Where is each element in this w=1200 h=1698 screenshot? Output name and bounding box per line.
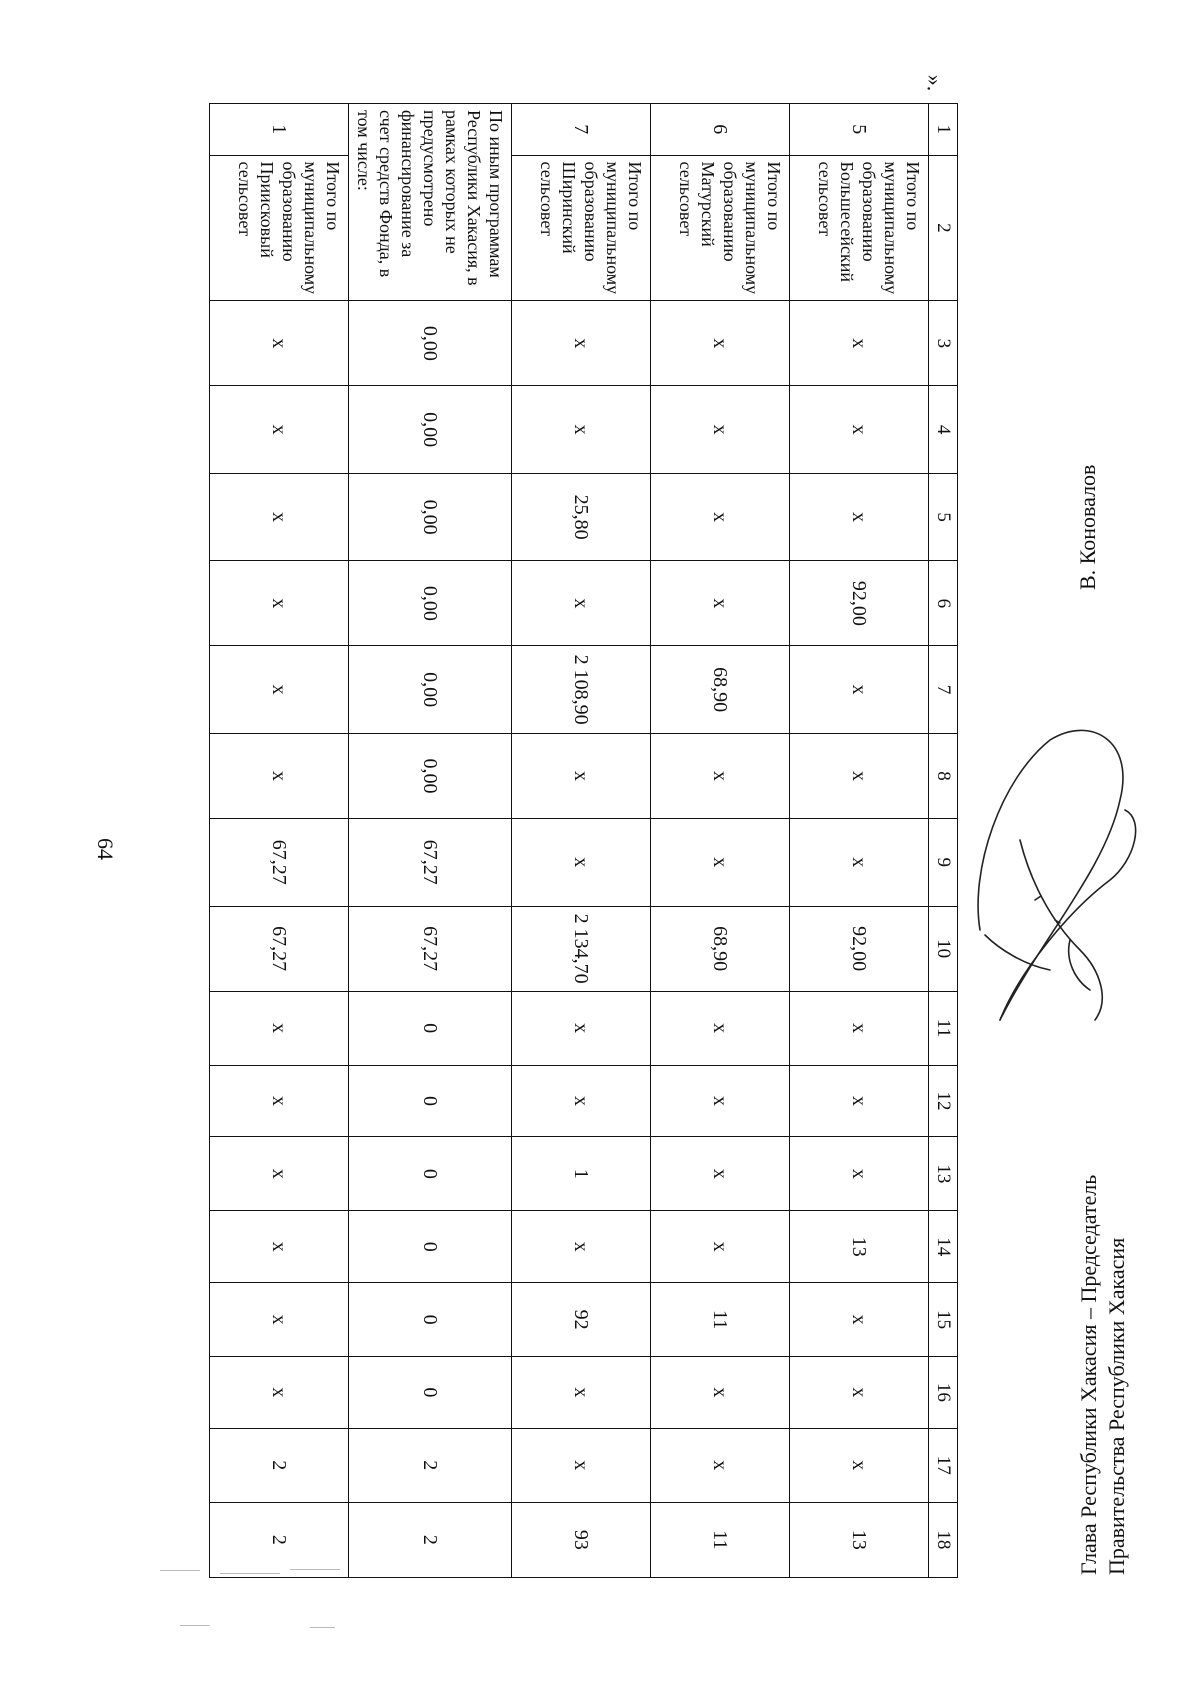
column-number-cell: 5 xyxy=(929,473,958,560)
value-cell: 11 xyxy=(651,1283,790,1357)
value-cell: х xyxy=(512,1357,651,1429)
value-cell: х xyxy=(210,561,349,646)
value-cell: 2 xyxy=(349,1502,512,1577)
value-cell: 0 xyxy=(349,1065,512,1137)
table-row xyxy=(651,104,790,1578)
value-cell: х xyxy=(790,646,929,733)
value-cell: х xyxy=(512,301,651,386)
column-number-cell: 15 xyxy=(929,1283,958,1357)
value-cell: 0,00 xyxy=(349,561,512,646)
column-number-cell: 13 xyxy=(929,1137,958,1211)
value-cell: х xyxy=(210,1065,349,1137)
value-cell: х xyxy=(790,1357,929,1429)
rotated-table-container xyxy=(198,103,958,1578)
value-cell: 0 xyxy=(349,1283,512,1357)
value-cell: х xyxy=(210,386,349,473)
value-cell: 68,90 xyxy=(651,646,790,733)
value-cell: 67,27 xyxy=(210,906,349,991)
value-cell: 2 134,70 xyxy=(512,906,651,991)
value-cell: х xyxy=(210,646,349,733)
value-cell: 0,00 xyxy=(349,646,512,733)
column-number-cell: 8 xyxy=(929,733,958,818)
value-cell: 11 xyxy=(651,1502,790,1577)
value-cell: х xyxy=(790,733,929,818)
value-cell: х xyxy=(651,1357,790,1429)
value-cell: х xyxy=(512,561,651,646)
value-cell: х xyxy=(512,733,651,818)
value-cell: 13 xyxy=(790,1211,929,1283)
group-label-cell: По иным программам Республики Хакасия, в рамках которых не предусмотрено финансирование за счет средств Фонда, в том числе: xyxy=(349,104,512,301)
value-cell: х xyxy=(790,1283,929,1357)
value-cell: 67,27 xyxy=(210,819,349,906)
column-number-cell: 7 xyxy=(929,646,958,733)
value-cell: 92 xyxy=(512,1283,651,1357)
value-cell: х xyxy=(512,1065,651,1137)
table-row xyxy=(210,104,349,1578)
row-index-cell: 6 xyxy=(651,104,790,156)
value-cell: х xyxy=(651,733,790,818)
value-cell: х xyxy=(651,819,790,906)
value-cell: 0,00 xyxy=(349,301,512,386)
value-cell: 0 xyxy=(349,1211,512,1283)
value-cell: 0 xyxy=(349,1357,512,1429)
value-cell: 1 xyxy=(512,1137,651,1211)
value-cell: 0,00 xyxy=(349,473,512,560)
value-cell: х xyxy=(790,1065,929,1137)
value-cell: х xyxy=(210,1137,349,1211)
value-cell: х xyxy=(512,1211,651,1283)
value-cell: 92,00 xyxy=(790,561,929,646)
column-number-row xyxy=(929,104,958,1578)
value-cell: х xyxy=(210,1357,349,1429)
row-index-cell: 7 xyxy=(512,104,651,156)
table-row xyxy=(790,104,929,1578)
column-number-cell: 14 xyxy=(929,1211,958,1283)
column-number-cell: 4 xyxy=(929,386,958,473)
column-number-cell: 3 xyxy=(929,301,958,386)
signatory-title: Глава Республики Хакасия – Председатель Правительства Республики Хакасия xyxy=(1076,1174,1129,1575)
value-cell: х xyxy=(210,733,349,818)
row-index-cell: 5 xyxy=(790,104,929,156)
value-cell: 2 xyxy=(349,1428,512,1502)
column-number-cell: 9 xyxy=(929,819,958,906)
value-cell: х xyxy=(512,1428,651,1502)
row-name-cell: Итого по муниципальному образованию Большесейский сельсовет xyxy=(790,155,929,301)
row-index-cell: 1 xyxy=(210,104,349,156)
column-number-cell: 1 xyxy=(929,104,958,156)
value-cell: х xyxy=(790,991,929,1065)
row-name-cell: Итого по муниципальному образованию Матурский сельсовет xyxy=(651,155,790,301)
value-cell: х xyxy=(651,1065,790,1137)
value-cell: х xyxy=(210,301,349,386)
value-cell: х xyxy=(790,386,929,473)
value-cell: 67,27 xyxy=(349,819,512,906)
page-number: 64 xyxy=(93,838,118,860)
value-cell: х xyxy=(790,1428,929,1502)
signatory-name: В. Коновалов xyxy=(1075,464,1100,590)
row-name-cell: Итого по муниципальному образованию Приисковый сельсовет xyxy=(210,155,349,301)
value-cell: 0 xyxy=(349,1137,512,1211)
value-cell: х xyxy=(210,1283,349,1357)
value-cell: 13 xyxy=(790,1502,929,1577)
table-row xyxy=(349,104,512,1578)
value-cell: х xyxy=(651,991,790,1065)
column-number-cell: 10 xyxy=(929,906,958,991)
value-cell: 67,27 xyxy=(349,906,512,991)
value-cell: 2 108,90 xyxy=(512,646,651,733)
value-cell: х xyxy=(210,991,349,1065)
column-number-cell: 16 xyxy=(929,1357,958,1429)
value-cell: 2 xyxy=(210,1502,349,1577)
value-cell: х xyxy=(790,819,929,906)
value-cell: х xyxy=(512,819,651,906)
value-cell: 2 xyxy=(210,1428,349,1502)
value-cell: 0,00 xyxy=(349,386,512,473)
scan-speckle xyxy=(150,1565,380,1635)
table-row xyxy=(512,104,651,1578)
column-number-cell: 6 xyxy=(929,561,958,646)
value-cell: х xyxy=(790,473,929,560)
closing-quote: ». xyxy=(922,74,948,92)
value-cell: х xyxy=(512,991,651,1065)
value-cell: 93 xyxy=(512,1502,651,1577)
column-number-cell: 12 xyxy=(929,1065,958,1137)
row-name-cell: Итого по муниципальному образованию Ширинский сельсовет xyxy=(512,155,651,301)
value-cell: х xyxy=(512,386,651,473)
value-cell: х xyxy=(651,1137,790,1211)
data-table xyxy=(209,103,958,1578)
column-number-cell: 11 xyxy=(929,991,958,1065)
value-cell: х xyxy=(790,1137,929,1211)
value-cell: х xyxy=(651,1211,790,1283)
column-number-cell: 18 xyxy=(929,1502,958,1577)
value-cell: х xyxy=(790,301,929,386)
value-cell: 68,90 xyxy=(651,906,790,991)
value-cell: 25,80 xyxy=(512,473,651,560)
value-cell: 0 xyxy=(349,991,512,1065)
column-number-cell: 17 xyxy=(929,1428,958,1502)
value-cell: 92,00 xyxy=(790,906,929,991)
value-cell: х xyxy=(651,473,790,560)
value-cell: х xyxy=(651,1428,790,1502)
signature-image xyxy=(960,720,1150,1050)
value-cell: х xyxy=(210,473,349,560)
value-cell: х xyxy=(651,301,790,386)
value-cell: х xyxy=(210,1211,349,1283)
value-cell: 0,00 xyxy=(349,733,512,818)
value-cell: х xyxy=(651,561,790,646)
value-cell: х xyxy=(651,386,790,473)
column-number-cell: 2 xyxy=(929,155,958,301)
